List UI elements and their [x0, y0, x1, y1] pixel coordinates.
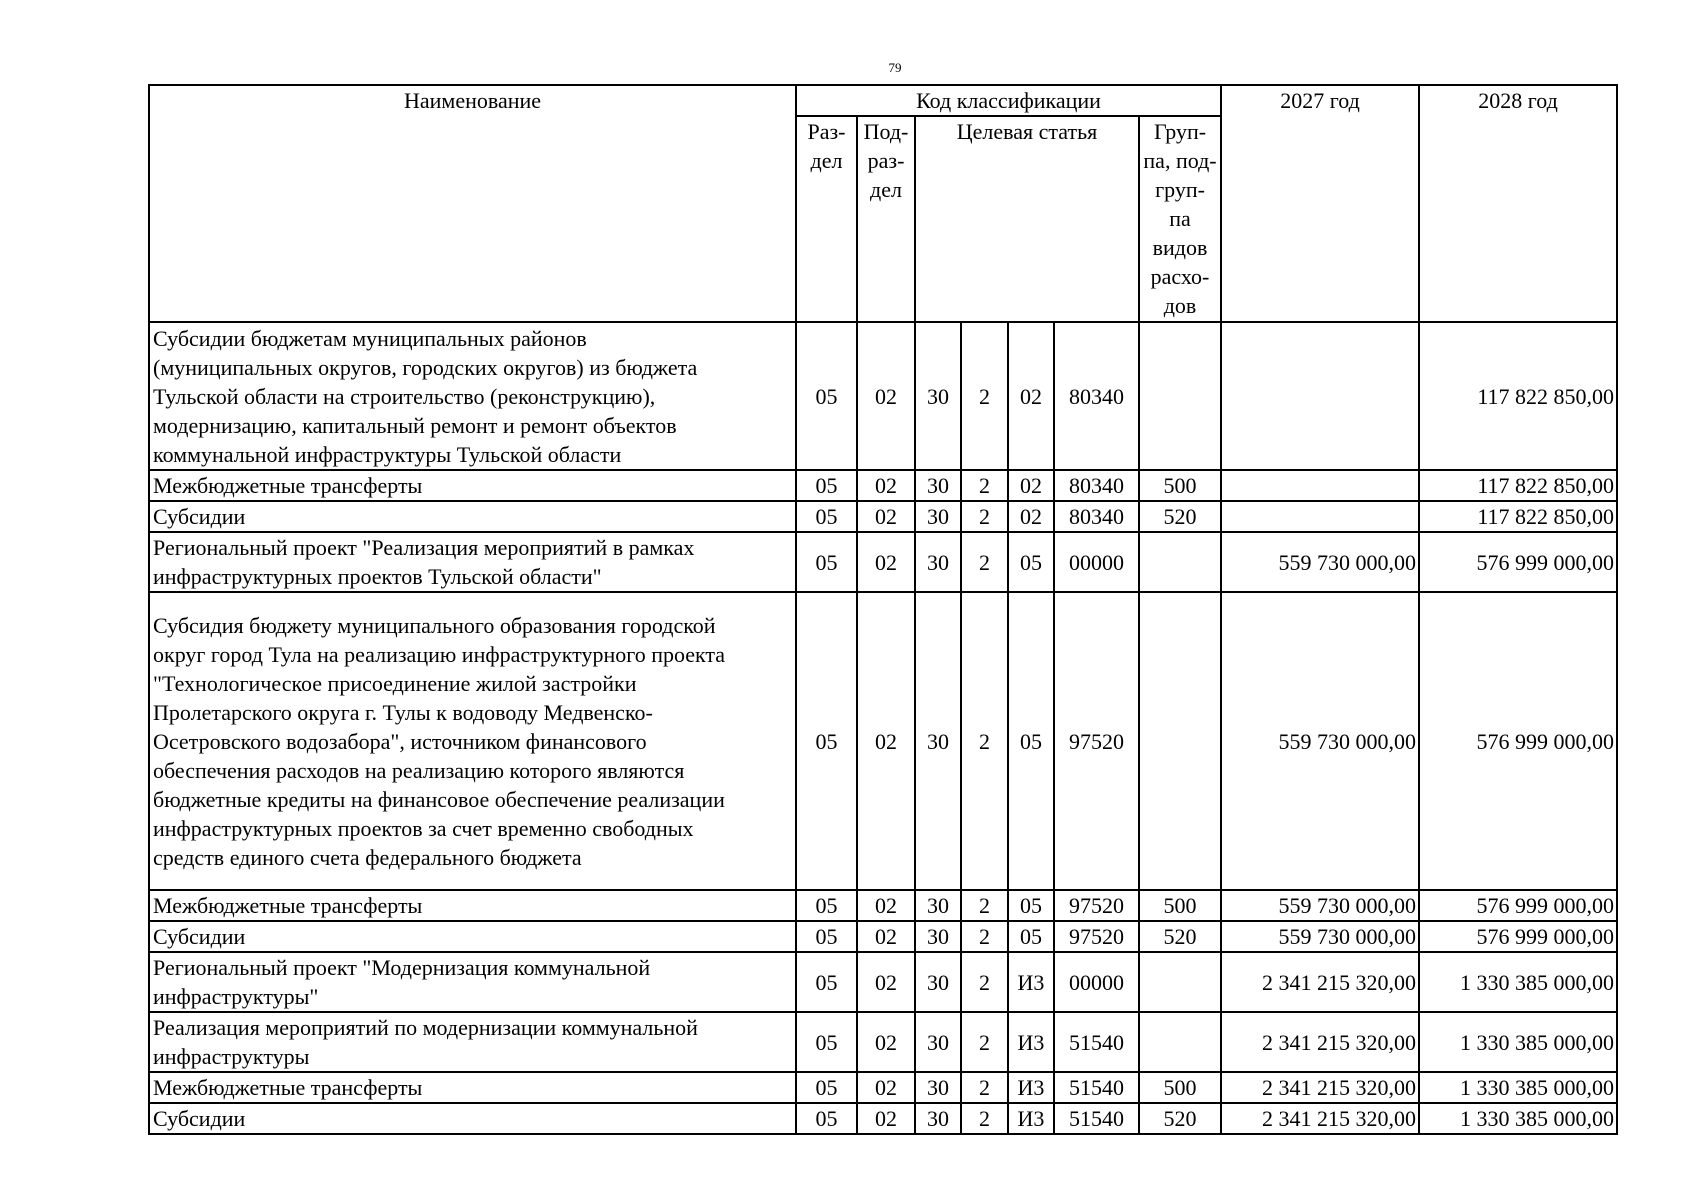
row-name: Субсидия бюджету муниципального образования городской округ город Тула на реализацию инфраструктурного проекта "Технологическое присоединение жилой застройки Пролетарского округа г. Тулы к водоводу Медвенско- Осетровского водозабора", источником финансового обеспечения расходов на реализацию которого являются бюджетные кредиты на финансовое обеспечение реализации инфраструктурных проектов за счет временно свободных средств единого счета федерального бюджета: [149, 592, 796, 890]
header-razdel: Раз- дел: [796, 116, 857, 322]
row-target-article-project: И3: [1008, 1012, 1054, 1072]
row-target-article-program: 30: [915, 470, 961, 501]
row-razdel: 05: [796, 501, 857, 532]
row-amount-2028: 576 999 000,00: [1419, 592, 1617, 890]
row-podrazdel: 02: [857, 470, 915, 501]
row-podrazdel: 02: [857, 890, 915, 921]
row-target-article-direction: 80340: [1054, 501, 1139, 532]
row-expense-group: 520: [1139, 921, 1221, 952]
row-target-article-project: 05: [1008, 890, 1054, 921]
row-target-article-direction: 00000: [1054, 532, 1139, 592]
row-amount-2028: 576 999 000,00: [1419, 921, 1617, 952]
row-target-article-direction: 51540: [1054, 1012, 1139, 1072]
row-amount-2027: 2 341 215 320,00: [1221, 1012, 1419, 1072]
row-podrazdel: 02: [857, 921, 915, 952]
row-podrazdel: 02: [857, 952, 915, 1012]
table-row: [149, 532, 1617, 592]
row-target-article-project: 02: [1008, 322, 1054, 470]
row-target-article-type: 2: [961, 1103, 1008, 1134]
row-target-article-direction: 97520: [1054, 921, 1139, 952]
row-target-article-direction: 80340: [1054, 322, 1139, 470]
row-target-article-type: 2: [961, 322, 1008, 470]
header-podrazdel: Под- раз- дел: [857, 116, 915, 322]
row-target-article-direction: 51540: [1054, 1072, 1139, 1103]
row-expense-group: [1139, 532, 1221, 592]
table-row: [149, 501, 1617, 532]
header-target-article: Целевая статья: [915, 116, 1139, 322]
header-year-2028: 2028 год: [1419, 85, 1617, 322]
row-podrazdel: 02: [857, 501, 915, 532]
row-name: Межбюджетные трансферты: [149, 890, 796, 921]
row-razdel: 05: [796, 921, 857, 952]
row-expense-group: [1139, 322, 1221, 470]
row-amount-2027: 2 341 215 320,00: [1221, 1072, 1419, 1103]
row-target-article-type: 2: [961, 1012, 1008, 1072]
row-target-article-project: И3: [1008, 1072, 1054, 1103]
row-target-article-project: 02: [1008, 501, 1054, 532]
row-target-article-direction: 80340: [1054, 470, 1139, 501]
header-classification-code: Код классификации: [796, 85, 1221, 116]
row-name: Субсидии бюджетам муниципальных районов (муниципальных округов, городских округов) из бюджета Тульской области на строительство (реконструкцию), модернизацию, капитальный ремонт и ремонт объектов коммунальной инфраструктуры Тульской области: [149, 322, 796, 470]
row-name: Региональный проект "Реализация мероприятий в рамках инфраструктурных проектов Тульской области": [149, 532, 796, 592]
header-name: Наименование: [149, 85, 796, 322]
table-row: [149, 1012, 1617, 1072]
row-amount-2028: 1 330 385 000,00: [1419, 1012, 1617, 1072]
row-target-article-project: 02: [1008, 470, 1054, 501]
row-razdel: 05: [796, 470, 857, 501]
row-razdel: 05: [796, 890, 857, 921]
row-target-article-type: 2: [961, 890, 1008, 921]
row-podrazdel: 02: [857, 1072, 915, 1103]
row-target-article-program: 30: [915, 1072, 961, 1103]
row-amount-2027: [1221, 470, 1419, 501]
page-number: 79: [888, 60, 902, 75]
row-expense-group: [1139, 952, 1221, 1012]
row-amount-2028: 1 330 385 000,00: [1419, 1072, 1617, 1103]
row-target-article-direction: 97520: [1054, 592, 1139, 890]
row-razdel: 05: [796, 952, 857, 1012]
row-expense-group: [1139, 592, 1221, 890]
row-target-article-project: И3: [1008, 1103, 1054, 1134]
row-target-article-type: 2: [961, 532, 1008, 592]
row-target-article-project: 05: [1008, 532, 1054, 592]
row-razdel: 05: [796, 532, 857, 592]
table-row: [149, 592, 1617, 890]
row-target-article-direction: 51540: [1054, 1103, 1139, 1134]
row-amount-2027: 2 341 215 320,00: [1221, 1103, 1419, 1134]
row-expense-group: 500: [1139, 470, 1221, 501]
row-podrazdel: 02: [857, 322, 915, 470]
row-name: Субсидии: [149, 1103, 796, 1134]
row-expense-group: 500: [1139, 890, 1221, 921]
row-razdel: 05: [796, 592, 857, 890]
row-podrazdel: 02: [857, 1103, 915, 1134]
row-target-article-program: 30: [915, 592, 961, 890]
row-amount-2027: [1221, 322, 1419, 470]
row-target-article-type: 2: [961, 921, 1008, 952]
row-target-article-direction: 00000: [1054, 952, 1139, 1012]
row-target-article-program: 30: [915, 532, 961, 592]
table-row: [149, 1072, 1617, 1103]
row-podrazdel: 02: [857, 1012, 915, 1072]
row-target-article-type: 2: [961, 1072, 1008, 1103]
row-target-article-program: 30: [915, 890, 961, 921]
row-amount-2027: 559 730 000,00: [1221, 592, 1419, 890]
row-expense-group: 520: [1139, 1103, 1221, 1134]
row-amount-2028: 576 999 000,00: [1419, 532, 1617, 592]
table-row: [149, 322, 1617, 470]
row-podrazdel: 02: [857, 532, 915, 592]
row-target-article-project: 05: [1008, 592, 1054, 890]
row-amount-2027: [1221, 501, 1419, 532]
row-target-article-type: 2: [961, 501, 1008, 532]
row-target-article-type: 2: [961, 952, 1008, 1012]
header-expense-group: Груп- па, под- груп- па видов расхо- дов: [1139, 116, 1221, 322]
row-razdel: 05: [796, 1103, 857, 1134]
row-expense-group: 520: [1139, 501, 1221, 532]
row-name: Субсидии: [149, 501, 796, 532]
table-row: [149, 890, 1617, 921]
row-amount-2028: 576 999 000,00: [1419, 890, 1617, 921]
row-target-article-project: И3: [1008, 952, 1054, 1012]
row-amount-2028: 117 822 850,00: [1419, 501, 1617, 532]
row-target-article-direction: 97520: [1054, 890, 1139, 921]
row-target-article-program: 30: [915, 921, 961, 952]
row-amount-2027: 559 730 000,00: [1221, 532, 1419, 592]
row-target-article-project: 05: [1008, 921, 1054, 952]
header-year-2027: 2027 год: [1221, 85, 1419, 322]
row-amount-2027: 559 730 000,00: [1221, 890, 1419, 921]
row-name: Реализация мероприятий по модернизации коммунальной инфраструктуры: [149, 1012, 796, 1072]
row-target-article-type: 2: [961, 470, 1008, 501]
row-podrazdel: 02: [857, 592, 915, 890]
row-razdel: 05: [796, 1012, 857, 1072]
row-name: Межбюджетные трансферты: [149, 1072, 796, 1103]
row-amount-2027: 2 341 215 320,00: [1221, 952, 1419, 1012]
table-row: [149, 921, 1617, 952]
table-row: [149, 1103, 1617, 1134]
row-amount-2028: 1 330 385 000,00: [1419, 1103, 1617, 1134]
table-body: [149, 322, 1617, 1134]
row-expense-group: [1139, 1012, 1221, 1072]
row-target-article-program: 30: [915, 1012, 961, 1072]
row-target-article-program: 30: [915, 322, 961, 470]
row-razdel: 05: [796, 322, 857, 470]
row-amount-2028: 1 330 385 000,00: [1419, 952, 1617, 1012]
table-row: [149, 470, 1617, 501]
row-target-article-program: 30: [915, 501, 961, 532]
row-razdel: 05: [796, 1072, 857, 1103]
row-name: Региональный проект "Модернизация коммунальной инфраструктуры": [149, 952, 796, 1012]
row-amount-2028: 117 822 850,00: [1419, 470, 1617, 501]
row-expense-group: 500: [1139, 1072, 1221, 1103]
row-name: Межбюджетные трансферты: [149, 470, 796, 501]
table-row: [149, 952, 1617, 1012]
row-name: Субсидии: [149, 921, 796, 952]
row-target-article-type: 2: [961, 592, 1008, 890]
budget-table: [148, 84, 1618, 1135]
row-amount-2028: 117 822 850,00: [1419, 322, 1617, 470]
row-target-article-program: 30: [915, 1103, 961, 1134]
row-amount-2027: 559 730 000,00: [1221, 921, 1419, 952]
row-target-article-program: 30: [915, 952, 961, 1012]
